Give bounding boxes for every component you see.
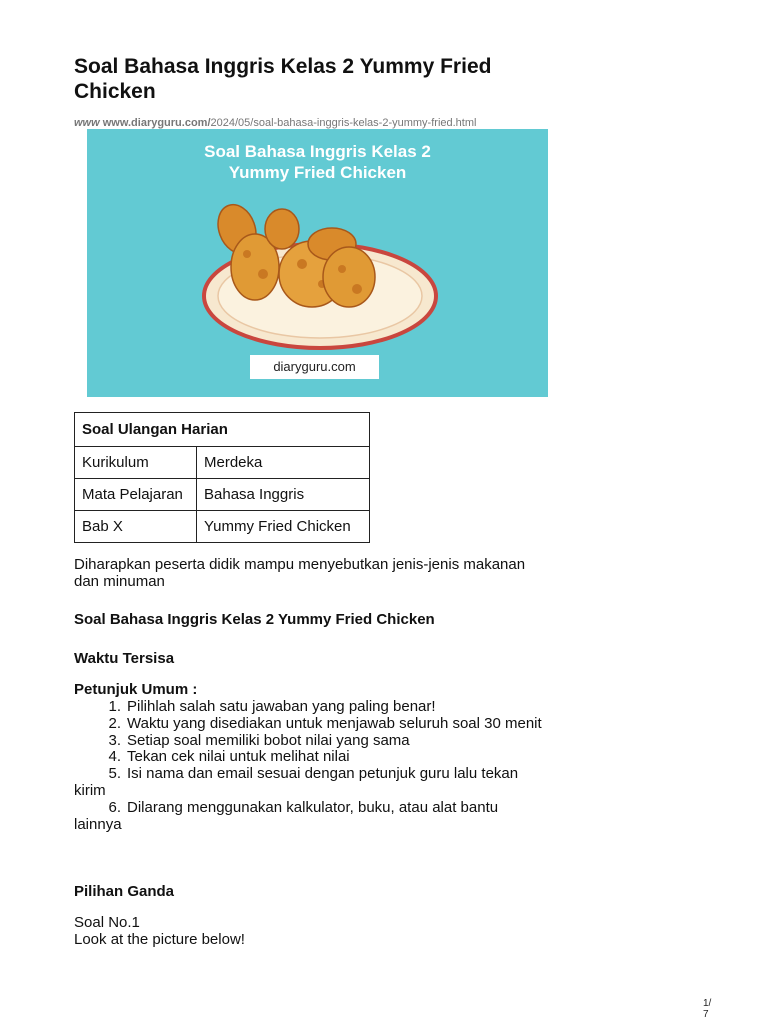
- hero-title-line-2: Yummy Fried Chicken: [228, 163, 407, 182]
- hero-badge: diaryguru.com: [250, 355, 379, 379]
- question-prompt: Look at the picture below!: [74, 931, 245, 948]
- url-domain: www.diaryguru.com/: [102, 117, 211, 129]
- page-title: Soal Bahasa Inggris Kelas 2 Yummy Fried Chicken: [74, 55, 492, 103]
- section-title: Soal Bahasa Inggris Kelas 2 Yummy Fried Chicken: [74, 611, 435, 628]
- table-header: Soal Ulangan Harian: [75, 413, 370, 447]
- info-table: [74, 412, 370, 543]
- url-path: 2024/05/soal-bahasa-inggris-kelas-2-yummy-fried.html: [210, 117, 477, 129]
- list-item-continuation: kirim: [74, 781, 106, 799]
- page-current: 1/: [703, 998, 712, 1009]
- page-total: 7: [703, 1009, 709, 1020]
- hero-title: [87, 141, 548, 183]
- list-item: 3. Setiap soal memiliki bobot nilai yang sama: [108, 731, 410, 749]
- hero-title-line-1: Soal Bahasa Inggris Kelas 2: [204, 142, 431, 161]
- intro-text: Diharapkan peserta didik mampu menyebutkan jenis-jenis makanan dan minuman: [74, 556, 526, 590]
- table-row: [75, 479, 370, 511]
- table-row: [75, 511, 370, 543]
- list-item-continuation: lainnya: [74, 815, 122, 833]
- list-item: 6. Dilarang menggunakan kalkulator, buku, atau alat bantu: [108, 798, 499, 816]
- table-cell-value: Bahasa Inggris: [197, 479, 370, 511]
- instructions-list: [74, 699, 564, 833]
- table-cell-label: Bab X: [75, 511, 197, 543]
- url-prefix: www: [74, 117, 100, 129]
- table-row: [75, 447, 370, 479]
- hero-image: [87, 129, 548, 397]
- table-cell-value: Yummy Fried Chicken: [197, 511, 370, 543]
- table-cell-label: Mata Pelajaran: [75, 479, 197, 511]
- question-number: Soal No.1: [74, 914, 140, 931]
- list-item: 2. Waktu yang disediakan untuk menjawab seluruh soal 30 menit: [108, 714, 542, 732]
- list-item: 4. Tekan cek nilai untuk melihat nilai: [108, 748, 350, 766]
- list-item: 5. Isi nama dan email sesuai dengan petunjuk guru lalu tekan: [108, 765, 519, 783]
- source-url[interactable]: [74, 117, 476, 129]
- timer-label: Waktu Tersisa: [74, 650, 175, 667]
- section-multiple-choice: Pilihan Ganda: [74, 883, 175, 900]
- instructions-heading: Petunjuk Umum :: [74, 681, 198, 698]
- table-cell-label: Kurikulum: [75, 447, 197, 479]
- table-cell-value: Merdeka: [197, 447, 370, 479]
- table-header-row: [75, 413, 370, 447]
- list-item: 1. Pilihlah salah satu jawaban yang paling benar!: [108, 698, 436, 715]
- page-number: [703, 998, 711, 1020]
